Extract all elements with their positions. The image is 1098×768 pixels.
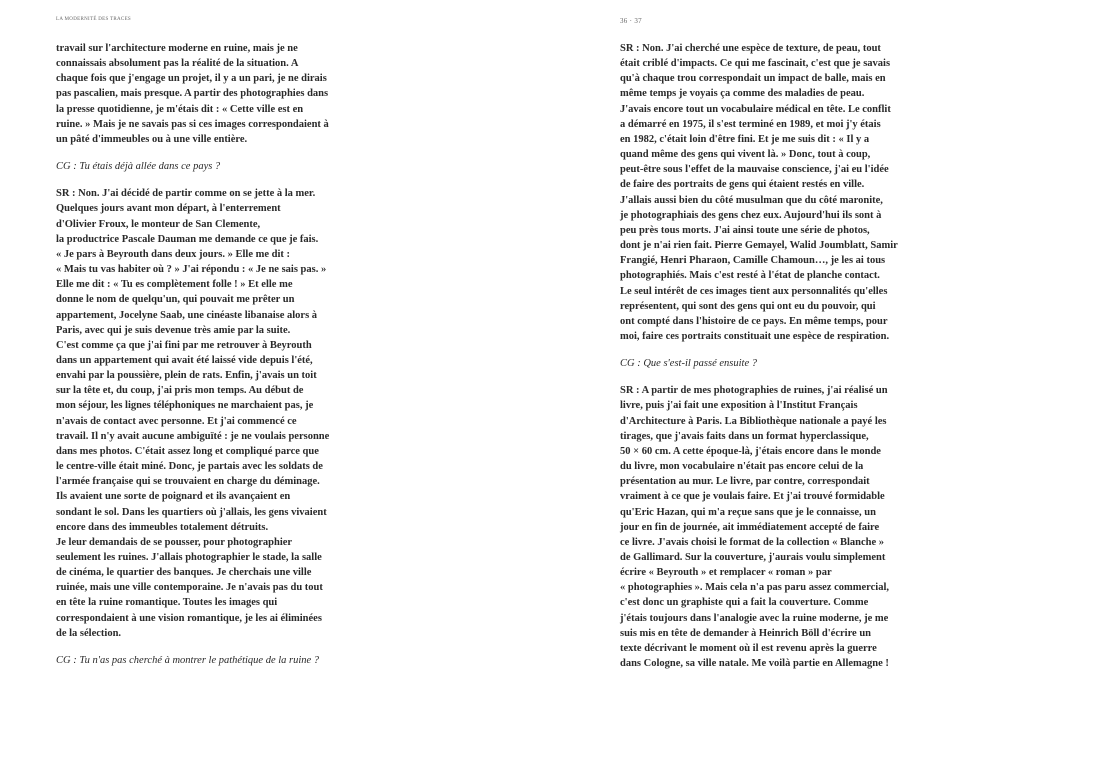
text-line: seulement les ruines. J'allais photographier le stade, la salle — [56, 552, 322, 563]
text-line: Paris, avec qui je suis devenue très amie par la suite. — [56, 324, 291, 336]
text-line: 50 × 60 cm. A cette époque-là, j'étais encore dans le monde — [620, 445, 881, 457]
text-line: je photographiais des gens chez eux. Aujourd'hui ils sont à — [620, 209, 882, 221]
text-line: de faire des portraits de gens qui étaient restés en ville. — [620, 179, 865, 191]
text-line: suis mis en tête de demander à Heinrich Böll d'écrire un — [620, 627, 872, 639]
right-page-body — [620, 41, 898, 683]
interview-question — [620, 356, 898, 371]
interview-question — [56, 159, 329, 174]
text-line: du livre, mon vocabulaire n'était pas encore celui de la — [620, 461, 864, 473]
text-line: mon séjour, les lignes téléphoniques ne marchaient pas, je — [56, 400, 314, 412]
text-line: Elle me dit : « Tu es complètement folle ! » Et elle me — [56, 279, 293, 291]
interview-answer — [620, 41, 898, 344]
text-line: a démarré en 1975, il s'est terminé en 1989, et moi j'y étais — [620, 118, 881, 130]
text-line: C'est comme ça que j'ai fini par me retrouver à Beyrouth — [56, 339, 312, 351]
text-line: chaque fois que j'engage un projet, il y a un pari, je ne dirais — [56, 73, 327, 85]
text-line: ruinée, mais une ville contemporaine. Je n'avais pas du tout — [56, 582, 323, 594]
page-numbers: 36 · 37 — [620, 17, 642, 25]
text-line: la productrice Pascale Dauman me demande ce que je fais. — [56, 233, 319, 245]
text-line: était criblé d'impacts. Ce qui me fascinait, c'est que je savais — [620, 58, 891, 70]
text-line: Je leur demandais de se pousser, pour photographier — [56, 536, 293, 548]
text-line: encore dans des immeubles totalement détruits. — [56, 521, 269, 533]
text-line: j'étais toujours dans l'analogie avec la ruine moderne, je me — [620, 612, 889, 624]
text-line: J'allais aussi bien du côté musulman que du côté maronite, — [620, 194, 883, 206]
text-line: dont je n'ai rien fait. Pierre Gemayel, Walid Joumblatt, Samir — [620, 240, 898, 252]
text-line: ont compté dans l'histoire de ce pays. En même temps, pour — [620, 315, 888, 327]
running-head: LA MODERNITÉ DES TRACES — [56, 17, 132, 22]
text-line: « Je pars à Beyrouth dans deux jours. » Elle me dit : — [56, 248, 291, 260]
text-line: photographiés. Mais c'est resté à l'état de planche contact. — [620, 270, 880, 282]
text-line: CG : Tu étais déjà allée dans ce pays ? — [56, 161, 221, 173]
text-line: peu près tous morts. J'ai ainsi toute une série de photos, — [620, 224, 870, 236]
text-line: d'Olivier Froux, le monteur de San Clemente, — [56, 218, 261, 230]
text-line: moi, faire ces portraits constituait une espèce de respiration. — [620, 330, 890, 342]
text-line: un pâté d'immeubles ou à une ville entière. — [56, 133, 248, 145]
text-line: connaissais absolument pas la réalité de la situation. A — [56, 58, 299, 70]
text-line: donne le nom de quelqu'un, qui pouvait me prêter un — [56, 294, 295, 306]
text-line: Quelques jours avant mon départ, à l'enterrement — [56, 203, 281, 215]
text-line: CG : Que s'est-il passé ensuite ? — [620, 358, 757, 370]
text-line: sondant le sol. Dans les quartiers où j'allais, les gens vivaient — [56, 506, 327, 518]
interview-question — [56, 653, 329, 668]
text-line: ce livre. J'avais choisi le format de la collection « Blanche » — [620, 536, 885, 548]
text-line: travail. Il n'y avait aucune ambiguïté : je ne voulais personne — [56, 430, 330, 442]
text-line: de cinéma, le quartier des banques. Je cherchais une ville — [56, 567, 312, 579]
text-line: vraiment à ce que je voulais faire. Et j'ai trouvé formidable — [620, 491, 885, 503]
text-line: dans mes photos. C'était assez long et compliqué parce que — [56, 445, 319, 457]
text-line: SR : Non. J'ai cherché une espèce de texture, de peau, tout — [620, 43, 881, 54]
text-line: Frangié, Henri Pharaon, Camille Chamoun…, je les ai tous — [620, 255, 886, 267]
text-line: c'est donc un graphiste qui a fait la couverture. Comme — [620, 597, 869, 609]
text-line: CG : Tu n'as pas cherché à montrer le pathétique de la ruine ? — [56, 654, 320, 666]
text-line: SR : A partir de mes photographies de ruines, j'ai réalisé un — [620, 385, 888, 397]
text-line: Le seul intérêt de ces images tient aux personnalités qu'elles — [620, 285, 888, 297]
text-line: présentation au mur. Le livre, par contre, correspondait — [620, 476, 870, 488]
text-line: qu'à chaque trou correspondait un impact de balle, mais en — [620, 73, 886, 85]
interview-answer — [56, 41, 329, 147]
text-line: dans Cologne, sa ville natale. Me voilà partie en Allemagne ! — [620, 658, 889, 670]
interview-answer — [56, 186, 329, 641]
text-line: l'armée française qui se trouvaient en charge du déminage. — [56, 476, 320, 488]
text-line: travail sur l'architecture moderne en ruine, mais je ne — [56, 43, 298, 54]
text-line: appartement, Jocelyne Saab, une cinéaste libanaise alors à — [56, 309, 318, 321]
text-line: n'avais de contact avec personne. Et j'ai commencé ce — [56, 415, 297, 427]
text-line: SR : Non. J'ai décidé de partir comme on se jette à la mer. — [56, 188, 316, 200]
text-line: le centre-ville était miné. Donc, je partais avec les soldats de — [56, 461, 323, 473]
text-line: quand même des gens qui vivent là. » Donc, tout à coup, — [620, 149, 871, 161]
text-line: ruine. » Mais je ne savais pas si ces images correspondaient à — [56, 118, 329, 130]
text-line: qu'Eric Hazan, qui m'a reçue sans que je le connaisse, un — [620, 506, 876, 518]
text-line: envahi par la poussière, plein de rats. Enfin, j'avais un toit — [56, 370, 317, 382]
text-line: tirages, que j'avais faits dans un format hyperclassique, — [620, 430, 869, 442]
text-line: pas pascalien, mais presque. A partir des photographies dans — [56, 88, 329, 100]
text-line: de Gallimard. Sur la couverture, j'aurais voulu simplement — [620, 552, 886, 563]
text-line: de la sélection. — [56, 627, 122, 639]
text-line: en 1982, c'était loin d'être fini. Et je me suis dit : « Il y a — [620, 133, 870, 145]
left-page-body — [56, 41, 329, 680]
text-line: d'Architecture à Paris. La Bibliothèque nationale a payé les — [620, 415, 887, 427]
interview-answer — [620, 383, 898, 671]
text-line: correspondaient à une vision romantique, je les ai éliminées — [56, 612, 322, 624]
text-line: « photographies ». Mais cela n'a pas paru assez commercial, — [620, 582, 890, 594]
text-line: écrire « Beyrouth » et remplacer « roman » par — [620, 567, 832, 579]
text-line: « Mais tu vas habiter où ? » J'ai répondu : « Je ne sais pas. » — [56, 264, 327, 276]
text-line: sur la tête et, du coup, j'ai pris mon temps. Au début de — [56, 385, 304, 397]
text-line: en tête la ruine romantique. Toutes les images qui — [56, 597, 278, 609]
text-line: texte décrivant le moment où il est revenu après la guerre — [620, 642, 877, 654]
text-line: la presse quotidienne, je m'étais dit : « Cette ville est en — [56, 103, 304, 115]
text-line: livre, puis j'ai fait une exposition à l'Institut Français — [620, 400, 858, 412]
text-line: même temps je voyais ça comme des maladies de peau. — [620, 88, 865, 100]
text-line: J'avais encore tout un vocabulaire médical en tête. Le conflit — [620, 103, 891, 115]
text-line: Ils avaient une sorte de poignard et ils avançaient en — [56, 491, 291, 503]
text-line: peut-être sous l'effet de la mauvaise conscience, j'ai eu l'idée — [620, 164, 889, 176]
text-line: jour en fin de journée, ait immédiatement accepté de faire — [620, 521, 880, 533]
text-line: dans un appartement qui avait été laissé vide depuis l'été, — [56, 354, 313, 366]
text-line: représentent, qui sont des gens qui ont eu du pouvoir, qui — [620, 300, 876, 312]
